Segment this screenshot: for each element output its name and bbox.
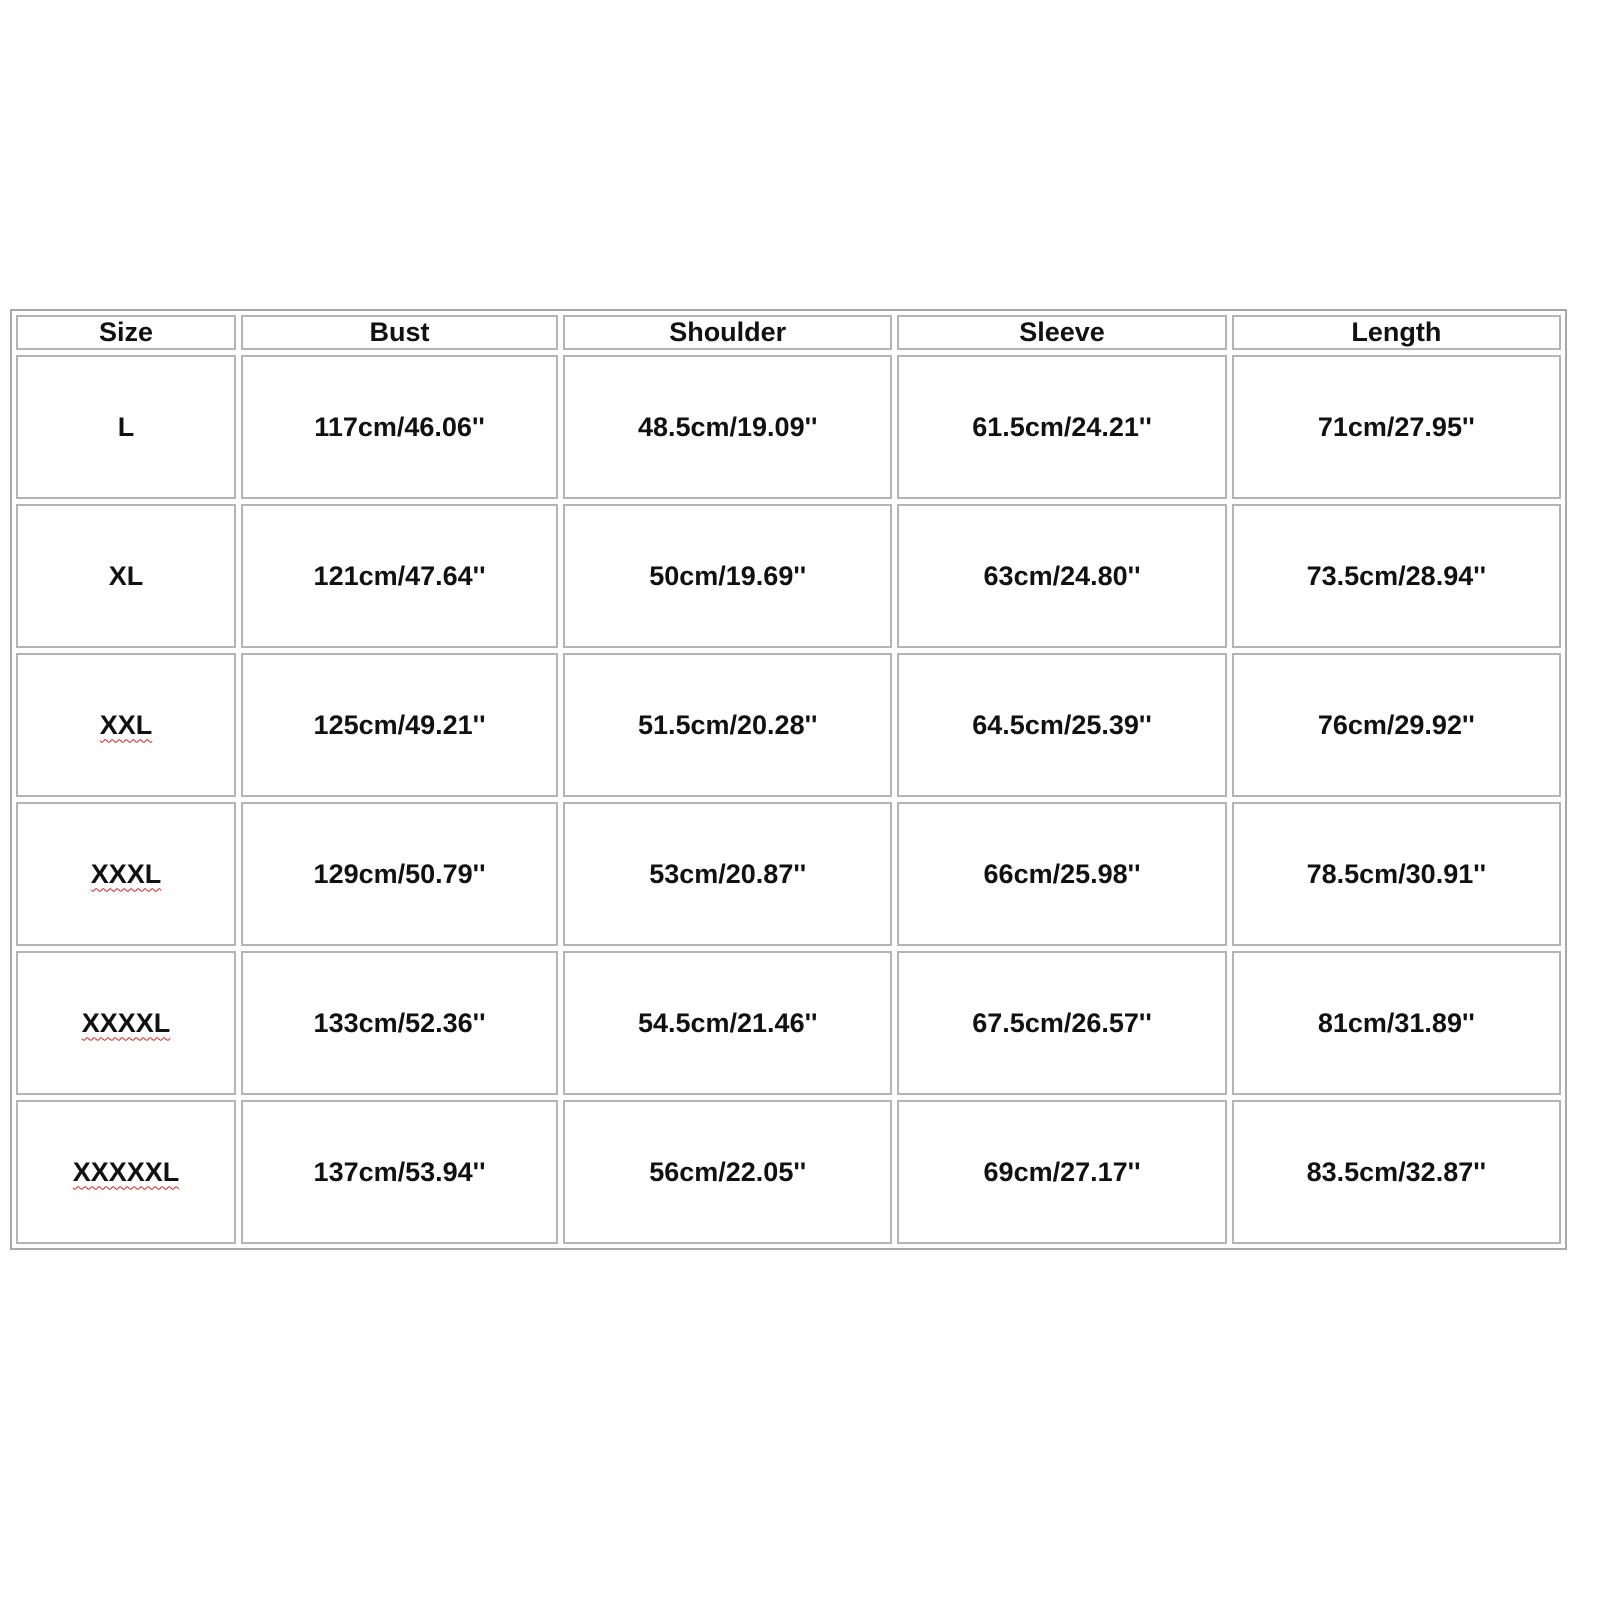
size-label: L [117,411,135,442]
table-row [16,355,1561,499]
table-row [16,504,1561,648]
cell-bust: 125cm/49.21'' [241,653,558,797]
header-shoulder: Shoulder [563,315,892,350]
cell-length: 76cm/29.92'' [1232,653,1561,797]
cell-shoulder: 54.5cm/21.46'' [563,951,892,1095]
cell-shoulder: 50cm/19.69'' [563,504,892,648]
cell-sleeve: 63cm/24.80'' [897,504,1226,648]
cell-bust: 121cm/47.64'' [241,504,558,648]
cell-sleeve: 66cm/25.98'' [897,802,1226,946]
size-label: XXL [99,709,153,740]
cell-size [16,951,236,1095]
cell-length: 71cm/27.95'' [1232,355,1561,499]
cell-sleeve: 67.5cm/26.57'' [897,951,1226,1095]
table-row [16,1100,1561,1244]
cell-length: 73.5cm/28.94'' [1232,504,1561,648]
size-label: XL [108,560,144,591]
header-row [16,315,1561,350]
size-label: XXXL [90,858,162,889]
cell-bust: 129cm/50.79'' [241,802,558,946]
cell-shoulder: 53cm/20.87'' [563,802,892,946]
cell-bust: 133cm/52.36'' [241,951,558,1095]
cell-sleeve: 64.5cm/25.39'' [897,653,1226,797]
size-label: XXXXXL [72,1156,180,1187]
cell-length: 81cm/31.89'' [1232,951,1561,1095]
size-chart-table [11,310,1566,1249]
table-row [16,653,1561,797]
header-sleeve: Sleeve [897,315,1226,350]
cell-sleeve: 61.5cm/24.21'' [897,355,1226,499]
cell-shoulder: 51.5cm/20.28'' [563,653,892,797]
table-row [16,951,1561,1095]
cell-sleeve: 69cm/27.17'' [897,1100,1226,1244]
table-row [16,802,1561,946]
cell-size [16,504,236,648]
cell-shoulder: 56cm/22.05'' [563,1100,892,1244]
cell-size [16,653,236,797]
cell-length: 78.5cm/30.91'' [1232,802,1561,946]
cell-bust: 137cm/53.94'' [241,1100,558,1244]
cell-size [16,1100,236,1244]
cell-size [16,802,236,946]
cell-size [16,355,236,499]
cell-shoulder: 48.5cm/19.09'' [563,355,892,499]
cell-bust: 117cm/46.06'' [241,355,558,499]
header-size: Size [16,315,236,350]
header-bust: Bust [241,315,558,350]
size-label: XXXXL [81,1007,171,1038]
header-length: Length [1232,315,1561,350]
size-chart-table-frame [10,309,1567,1250]
cell-length: 83.5cm/32.87'' [1232,1100,1561,1244]
